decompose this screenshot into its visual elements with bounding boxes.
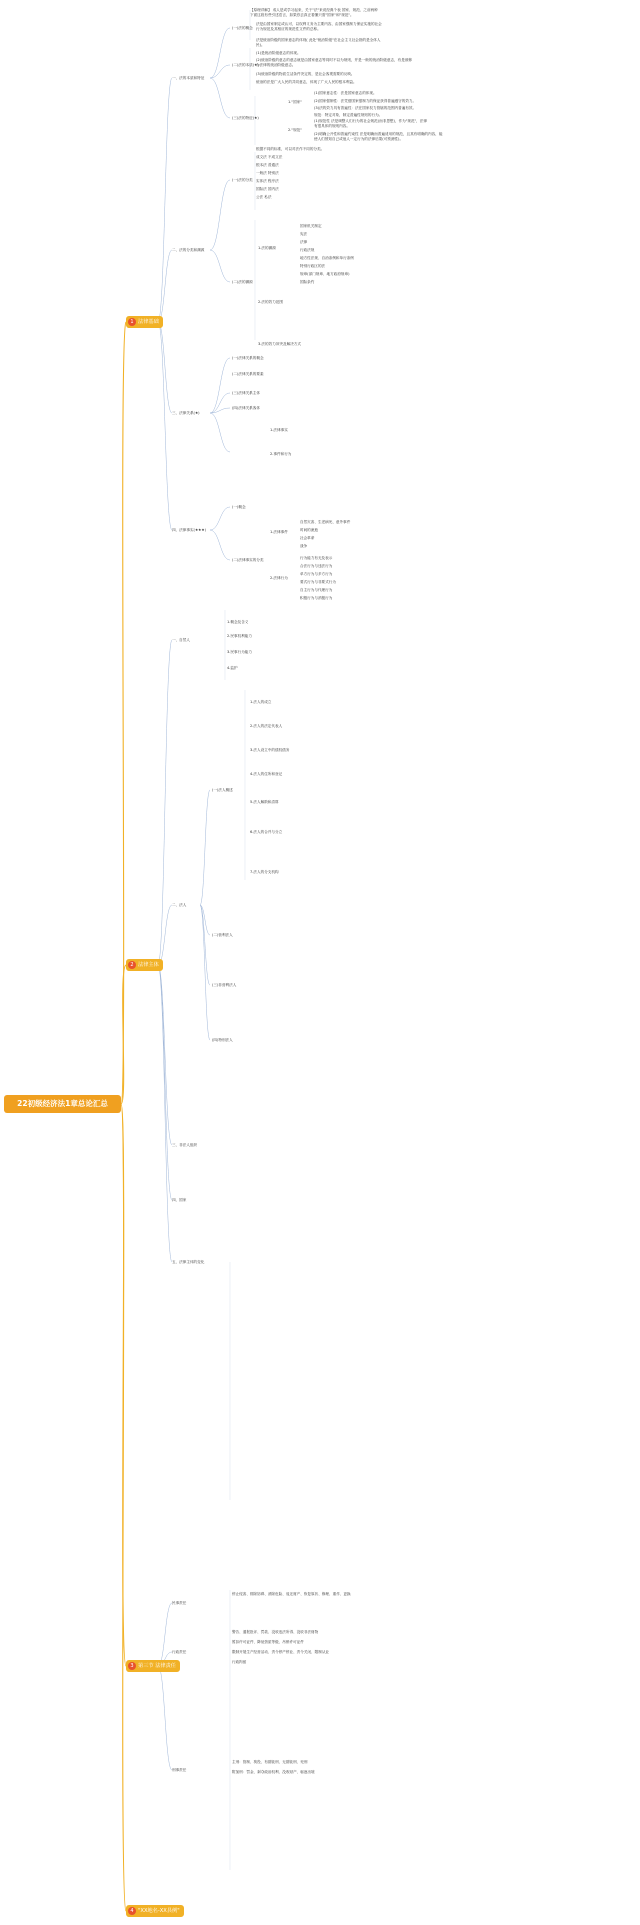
- detail-text: (2)统治阶级的意志的意志就是由国家意志等同时不以为规则，并是一般的统治阶级意志，有是被修: [256, 58, 413, 62]
- detail-text: 法律: [300, 240, 308, 244]
- detail-text: 特别行政区的法: [300, 264, 326, 268]
- detail-text: (3)法的效力具有普遍性：法在国家权力管辖的范围内普遍有效。: [314, 106, 417, 110]
- subtopic-node[interactable]: (一)法的概念: [232, 26, 253, 30]
- topic-node[interactable]: 三、非法人组织: [172, 1143, 198, 1147]
- chapter-label: "XX地名-XX县例": [138, 1908, 180, 1914]
- subtopic-node[interactable]: (一)概念: [232, 505, 246, 509]
- detail-text: 4.法人的住所和登记: [250, 772, 283, 776]
- subtopic-node[interactable]: 3.法的效力冲突及解决方式: [258, 342, 301, 346]
- detail-text: 根本法 普通法: [256, 163, 279, 167]
- detail-text: (3)统治阶级的物质生活条件决定的，是社会客观需要的反映。: [256, 72, 355, 76]
- detail-text: 要式行为与非要式行为: [300, 580, 336, 584]
- chapter-label: 法律主体: [138, 962, 159, 968]
- detail-text: 自主行为与代理行为: [300, 588, 333, 592]
- subtopic-node[interactable]: 2.事件和行为: [270, 452, 292, 456]
- root-node[interactable]: 22初级经济法1章总论汇总: [4, 1095, 121, 1113]
- detail-text: 一般法 特别法: [256, 171, 279, 175]
- detail-text: 行政拘留: [232, 1660, 247, 1664]
- detail-text: 2.法人的法定代表人: [250, 724, 283, 728]
- detail-text: 单方行为与多方行为: [300, 572, 333, 576]
- topic-node[interactable]: 三、法律关系(★): [172, 411, 200, 415]
- topic-node[interactable]: 行政责任: [172, 1650, 187, 1654]
- detail-text: 公法 私法: [256, 195, 272, 199]
- topic-node[interactable]: 民事责任: [172, 1601, 187, 1605]
- detail-text: 暂扣许可证件、降低资质等级、吊销许可证件: [232, 1640, 304, 1644]
- detail-text: 地方性法规、自治条例和单行条例: [300, 256, 354, 260]
- subtopic-node[interactable]: (二)法律事实的分类: [232, 558, 264, 562]
- chapter-number-badge: 2: [128, 961, 136, 969]
- detail-text: (2)国家强制性：法凭借国家强制力的保证获得普遍遵守的效力。: [314, 99, 417, 103]
- chapter-number-badge: 1: [128, 318, 136, 326]
- subtopic-node[interactable]: (一)法的分类: [232, 178, 253, 182]
- detail-text: 法是由国家制定或认可，以权利义务为主要内容，由国家强制力保证实施的社会: [256, 22, 382, 26]
- subtopic-node[interactable]: 2.法的效力范围: [258, 300, 283, 304]
- subtopic-node[interactable]: 2.法律行为: [270, 576, 288, 580]
- detail-text: 社会革命: [300, 536, 315, 540]
- subtopic-node[interactable]: 1.法律事件: [270, 530, 288, 534]
- detail-text: 6.法人的合并与分立: [250, 830, 283, 834]
- topic-node[interactable]: 五、法律主体的变化: [172, 1260, 205, 1264]
- detail-text: (1)是统治阶级意志的体现。: [256, 51, 301, 55]
- subtopic-node[interactable]: 1."国家": [288, 100, 302, 104]
- detail-text: (1)规范性 法是调整人们行为的社会规范(而非思想)，作为"规范"，法律: [314, 119, 427, 123]
- detail-text: 行为能力有无及表示: [300, 556, 333, 560]
- detail-text: 战争: [300, 544, 308, 548]
- topic-node[interactable]: 刑事责任: [172, 1768, 187, 1772]
- topic-node[interactable]: 一、法的本质和特征: [172, 76, 205, 80]
- subtopic-node[interactable]: (三)法的特征(★): [232, 116, 259, 120]
- intro-line: 【原理详解】 成人是或学习起来，关于"法"来说经典个表 国家、规范、之前两种: [250, 8, 378, 12]
- topic-node[interactable]: 一、自然人: [172, 638, 190, 642]
- subtopic-node[interactable]: 4.监护: [227, 666, 238, 670]
- subtopic-node[interactable]: (四)特别法人: [212, 1038, 233, 1042]
- detail-text: 5.法人解散和清算: [250, 800, 279, 804]
- subtopic-node[interactable]: (一)法人概述: [212, 788, 233, 792]
- detail-text: 行为规范及其相应的规范性文件的总称。: [256, 27, 321, 31]
- subtopic-node[interactable]: 1.法的渊源: [258, 246, 276, 250]
- detail-text: 3.法人设立中的债权债务: [250, 748, 290, 752]
- topic-node[interactable]: 二、法人: [172, 903, 187, 907]
- chapter-node-4[interactable]: [126, 1905, 184, 1917]
- detail-text: 自然灾害、生老病死、意外事件: [300, 520, 351, 524]
- detail-text: 使人们预知自己或他人一定行为的法律后果(可预测性)。: [314, 137, 404, 141]
- chapter-label: 第三节 法律责任: [138, 1663, 176, 1669]
- detail-text: 积极行为与消极行为: [300, 596, 333, 600]
- detail-text: 1.法人的成立: [250, 700, 272, 704]
- detail-text: 成文法 不成文法: [256, 155, 283, 159]
- detail-text: 时间的流逝: [300, 528, 318, 532]
- subtopic-node[interactable]: (一)法律关系的概念: [232, 356, 264, 360]
- detail-text: 规范：特定对象，制定普遍性规则的行为。: [314, 113, 383, 117]
- subtopic-node[interactable]: (二)法的本质(★): [232, 63, 259, 67]
- intro-line: 下面这段有些引述语言，如果你去真正看懂只需"国家"和"规范"。: [250, 13, 354, 17]
- detail-text: 附加刑：罚金、剥夺政治权利、没收财产、驱逐出境: [232, 1770, 315, 1774]
- detail-text: 行政法规: [300, 248, 315, 252]
- detail-text: 合法行为与违法行为: [300, 564, 333, 568]
- subtopic-node[interactable]: (三)非营利法人: [212, 983, 237, 987]
- subtopic-node[interactable]: (四)法律关系客体: [232, 406, 260, 410]
- detail-text: 规章(部门规章、地方政府规章): [300, 272, 350, 276]
- chapter-node-2[interactable]: [126, 959, 163, 971]
- chapter-number-badge: 4: [128, 1907, 136, 1915]
- detail-text: 国家机关制定: [300, 224, 322, 228]
- topic-node[interactable]: 二、法的分类和渊源: [172, 248, 205, 252]
- detail-text: (1)国家意志性：法是国家意志的体现。: [314, 91, 377, 95]
- detail-text: 实体法 程序法: [256, 179, 279, 183]
- subtopic-node[interactable]: (二)营利法人: [212, 933, 233, 937]
- detail-text: 宪法: [300, 232, 308, 236]
- detail-text: 7.法人的分支机构: [250, 870, 279, 874]
- chapter-node-1[interactable]: [126, 316, 163, 328]
- topic-node[interactable]: 四、国家: [172, 1198, 187, 1202]
- subtopic-node[interactable]: 3.民事行为能力: [227, 650, 252, 654]
- detail-text: 限制开展生产经营活动、责令停产停业、责令关闭、限制从业: [232, 1650, 330, 1654]
- detail-text: 根据不同的标准，可以对法作不同的分类。: [256, 147, 325, 151]
- topic-node[interactable]: 四、法律事实(★★★): [172, 528, 207, 532]
- subtopic-node[interactable]: 1.概念及含义: [227, 620, 249, 624]
- chapter-label: 法律基础: [138, 319, 159, 325]
- detail-text: 国际条约: [300, 280, 315, 284]
- detail-text: 有很具体的规则内容。: [314, 124, 350, 128]
- detail-text: 停止侵害、排除妨碍、消除危险、返还财产、恢复原状、修理、重作、更换: [232, 1592, 351, 1596]
- detail-text: (2)明确公开性和普遍约束性 法是明确而普遍适用的规范，且其有明确的内容，能: [314, 132, 443, 136]
- subtopic-node[interactable]: (二)法律关系的要素: [232, 372, 264, 376]
- detail-text: 为法律的统治阶级意志。: [256, 63, 296, 67]
- chapter-number-badge: 3: [128, 1662, 136, 1670]
- subtopic-node[interactable]: 2.民事权利能力: [227, 634, 252, 638]
- detail-text: 民)。: [256, 43, 265, 47]
- detail-text: 法是统治阶级的国家意志的体现( 此处"统治阶级"在社会主义社会指的是全体人: [256, 38, 381, 42]
- detail-text: 统治的法是广大人民的共同意志，体现了广大人民的根本利益。: [256, 80, 357, 84]
- subtopic-node[interactable]: (三)法律关系主体: [232, 391, 260, 395]
- subtopic-node[interactable]: 2."规范": [288, 128, 302, 132]
- subtopic-node[interactable]: 1.法律事实: [270, 428, 288, 432]
- subtopic-node[interactable]: (二)法的渊源: [232, 280, 253, 284]
- detail-text: 警告、通报批评、罚款、没收违法所得、没收非法财物: [232, 1630, 319, 1634]
- detail-text: 国际法 国内法: [256, 187, 279, 191]
- chapter-node-3[interactable]: [126, 1660, 180, 1672]
- detail-text: 主刑：管制、拘役、有期徒刑、无期徒刑、死刑: [232, 1760, 308, 1764]
